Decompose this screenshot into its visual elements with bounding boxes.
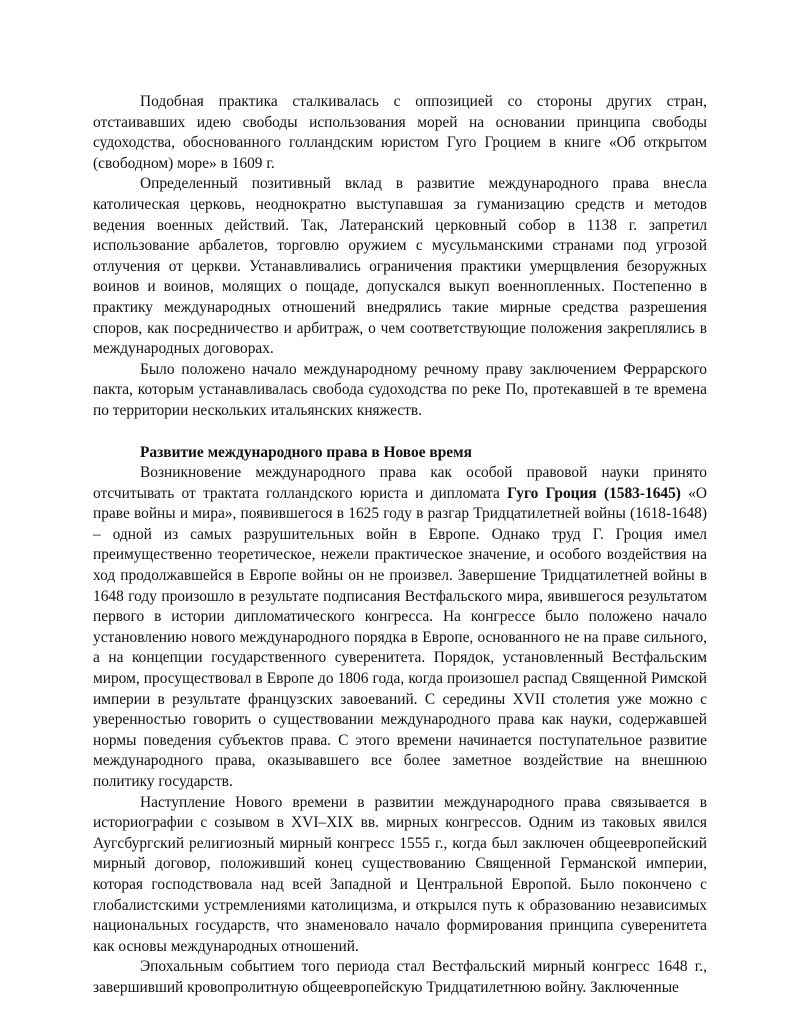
section-spacer [93, 422, 707, 443]
paragraph-river-law: Было положено начало международному речному праву заключением Феррарского пакта, которым устанавливалась свобода судоходства по реке По, протекавшей в те времена по территории нескольких итальянских княжеств. [93, 360, 707, 419]
paragraph-grotius-text-start: Возникновение международного права как особой правовой науки принято отсчитывать от трактата голландского юриста и дипломата [93, 464, 707, 502]
grotius-name-bold: Гуго Гроция (1583-1645) [507, 484, 681, 502]
paragraph-new-time: Наступление Нового времени в развитии международного права связывается в историографии с созывом в XVI–XIX вв. мирных конгрессов. Одним из таковых явился Аугсбургский религиозный мирный конгресс 1555 г., когда был заключен общеевропейский мирный договор, положивший конец существованию Священной Германской империи, которая господствовала над всей Западной и Центральной Европой. Было покончено с глобалистскими устремлениями католицизма, и открылся путь к образованию независимых национальных государств, что знаменовало начало формирования принципа суверенитета как основы международных отношений. [93, 793, 707, 955]
paragraph-grotius [93, 463, 707, 793]
document-page [93, 92, 707, 999]
paragraph-grotius-text-end: «О праве войны и мира», появившегося в 1625 году в разгар Тридцатилетней войны (1618-1648) – одной из самых разрушительных войн в Европе. Однако труд Г. Гроция имел преимущественно теоретическое, нежели практическое значение, и особого воздействия на ход продолжавшейся в Европе войны он не произвел. Завершение Тридцатилетней войны в 1648 году произошло в результате подписания Вестфальского мира, явившегося результатом первого в истории дипломатического конгресса. На конгрессе было положено начало установлению нового международного порядка в Европе, основанного не на праве сильного, а на концепции государственного суверенитета. Порядок, установленный Вестфальским миром, просуществовал в Европе до 1806 года, когда произошел распад Священной Римской империи в результате французских завоеваний. С середины XVII столетия уже можно с уверенностью говорить о существовании международного права как науки, содержавшей нормы поведения субъектов права. С этого времени начинается поступательное развитие международного права, оказывавшего все более заметное воздействие на внешнюю политику государств. [93, 484, 707, 790]
paragraph-catholic-church: Определенный позитивный вклад в развитие международного права внесла католическая церковь, неоднократно выступавшая за гуманизацию средств и методов ведения военных действий. Так, Латеранский церковный собор в 1138 г. запретил использование арбалетов, торговлю оружием с мусульманскими странами под угрозой отлучения от церкви. Устанавливались ограничения практики умерщвления безоружных воинов и воинов, молящих о пощаде, допускался выкуп военнопленных. Постепенно в практику международных отношений внедрялись такие мирные средства разрешения споров, как посредничество и арбитраж, о чем соответствующие положения закреплялись в международных договорах. [93, 175, 707, 358]
paragraph-westphalian-congress: Эпохальным событием того периода стал Вестфальский мирный конгресс 1648 г., завершивший кровопролитную общеевропейскую Тридцатилетнюю войну. Заключенные [93, 958, 707, 996]
section-heading: Развитие международного права в Новое время [140, 443, 472, 461]
paragraph-freedom-of-seas: Подобная практика сталкивалась с оппозицией со стороны других стран, отстаивавших идею свободы использования морей на основании принципа свободы судоходства, обоснованного голландским юристом Гуго Гроцием в книге «Об открытом (свободном) море» в 1609 г. [93, 93, 707, 172]
